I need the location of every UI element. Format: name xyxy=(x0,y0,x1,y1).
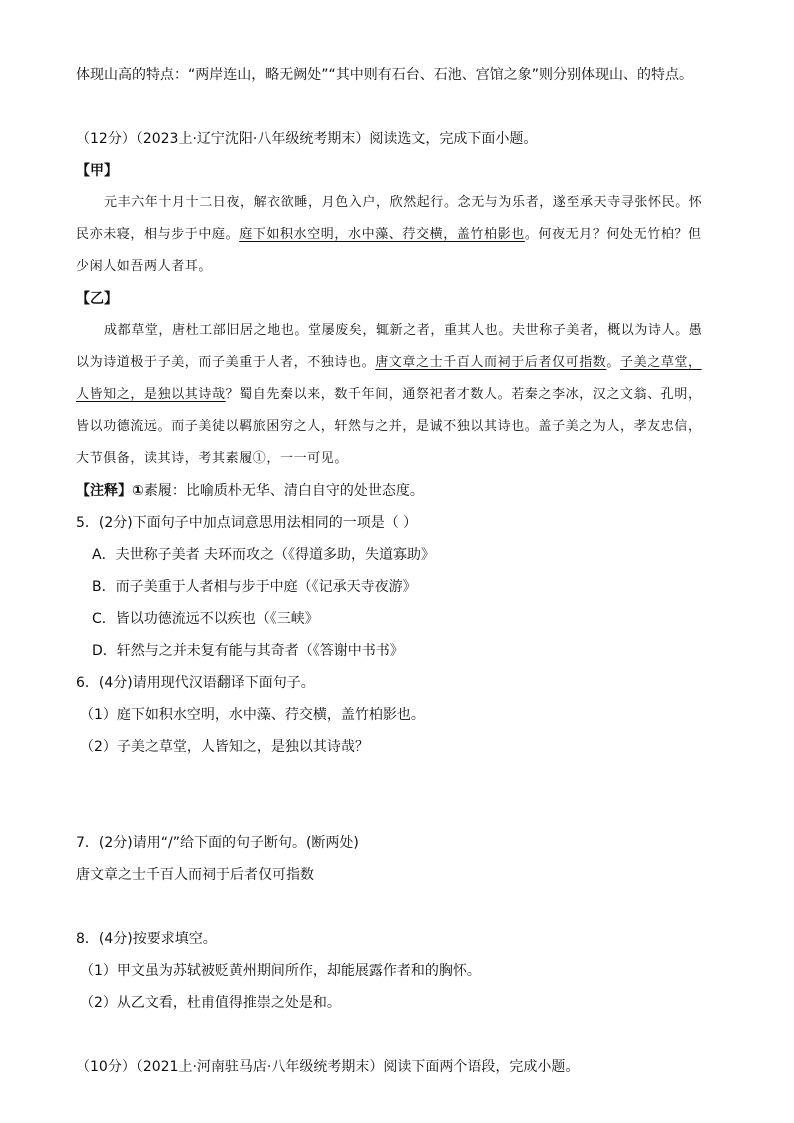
yi-line-3 xyxy=(76,386,702,404)
question-5-option-d: D．轩然与之并未复有能与其奇者（《答谢中书书》 xyxy=(92,643,404,659)
yi-underlined-sentence-2-cont: 人皆知之，是独以其诗哉 xyxy=(76,387,226,402)
annotation-text: 素履：比喻质朴无华、清白自守的处世态度。 xyxy=(143,483,424,499)
next-question-group-intro: （10分）（2021上·河南驻马店·八年级统考期末）阅读下面两个语段，完成小题。 xyxy=(76,1059,580,1075)
yi-text: ？蜀自先秦以来，数千年间，通祭祀者才数人。若秦之李冰，汉之文翁、孔明， xyxy=(225,387,702,402)
annotation-number: ① xyxy=(132,483,144,499)
question-5-stem: 5．(2分)下面句子中加点词意思用法相同的一项是（ ） xyxy=(76,515,418,531)
question-6-stem: 6．(4分)请用现代汉语翻译下面句子。 xyxy=(76,675,315,691)
yi-underlined-sentence-1: 唐文章之士千百人而祠于后者仅可指数 xyxy=(375,355,607,370)
question-6-item-1: （1）庭下如积水空明，水中藻、荇交横，盖竹柏影也。 xyxy=(80,707,425,723)
yi-line-1: 成都草堂，唐杜工部旧居之地也。堂屡废矣，辄新之者，重其人也。夫世称子美者，概以为诗人。愚 xyxy=(104,323,703,338)
question-5-option-b: B．而子美重于人者相与步于中庭（《记承天寺夜游》 xyxy=(92,579,417,595)
question-group-intro: （12分）（2023上·辽宁沈阳·八年级统考期末）阅读选文，完成下面小题。 xyxy=(76,131,538,147)
jia-underlined-sentence: 庭下如积水空明，水中藻、荇交横，盖竹柏影也 xyxy=(239,227,525,242)
question-7-stem: 7．(2分)请用“/”给下面的句子断句。(断两处) xyxy=(76,835,359,851)
yi-line-5: 大节俱备，读其诗，考其素履①，一一可见。 xyxy=(76,451,349,466)
jia-line-2 xyxy=(76,226,702,244)
question-7-sentence: 唐文章之士千百人而祠于后者仅可指数 xyxy=(76,867,314,883)
question-5-option-c: C．皆以功德流远不以疾也（《三峡》 xyxy=(92,611,319,627)
yi-text: 。 xyxy=(606,355,621,370)
yi-label: 【乙】 xyxy=(76,291,118,307)
annotation-label: 【注释】 xyxy=(76,483,132,499)
yi-underlined-sentence-2: 子美之草堂， xyxy=(620,355,702,370)
jia-line-3: 少闲人如吾两人者耳。 xyxy=(76,259,213,274)
question-5-option-a: A．夫世称子美者 夫环而攻之（《得道多助，失道寡助》 xyxy=(92,547,436,563)
yi-line-2 xyxy=(76,354,702,372)
jia-label: 【甲】 xyxy=(76,163,118,179)
jia-text: 。何夜无月？何处无竹柏？但 xyxy=(524,227,702,242)
question-8-item-2: （2）从乙文看，杜甫值得推崇之处是和。 xyxy=(80,995,341,1011)
previous-answer-line: 体现山高的特点：“两岸连山，略无阙处”“其中则有石台、石池、宫馆之象”则分别体现山、的特点。 xyxy=(76,67,694,83)
jia-text: 民亦未寝，相与步于中庭。 xyxy=(76,227,240,242)
question-6-item-2: （2）子美之草堂，人皆知之，是独以其诗哉？ xyxy=(80,739,369,755)
jia-line-1: 元丰六年十月十二日夜，解衣欲睡，月色入户，欣然起行。念无与为乐者，遂至承天寺寻张怀民。怀 xyxy=(104,195,703,210)
annotation-line xyxy=(76,482,424,500)
question-8-stem: 8．(4分)按要求填空。 xyxy=(76,931,217,947)
yi-line-4: 皆以功德流远。而子美徒以羁旅困穷之人，轩然与之并，是诚不独以其诗也。盖子美之为人，孝友忠信， xyxy=(76,419,702,434)
question-8-item-1: （1）甲文虽为苏轼被贬黄州期间所作，却能展露作者和的胸怀。 xyxy=(80,963,481,979)
yi-text: 以为诗道极于子美，而子美重于人者，不独诗也。 xyxy=(76,355,376,370)
